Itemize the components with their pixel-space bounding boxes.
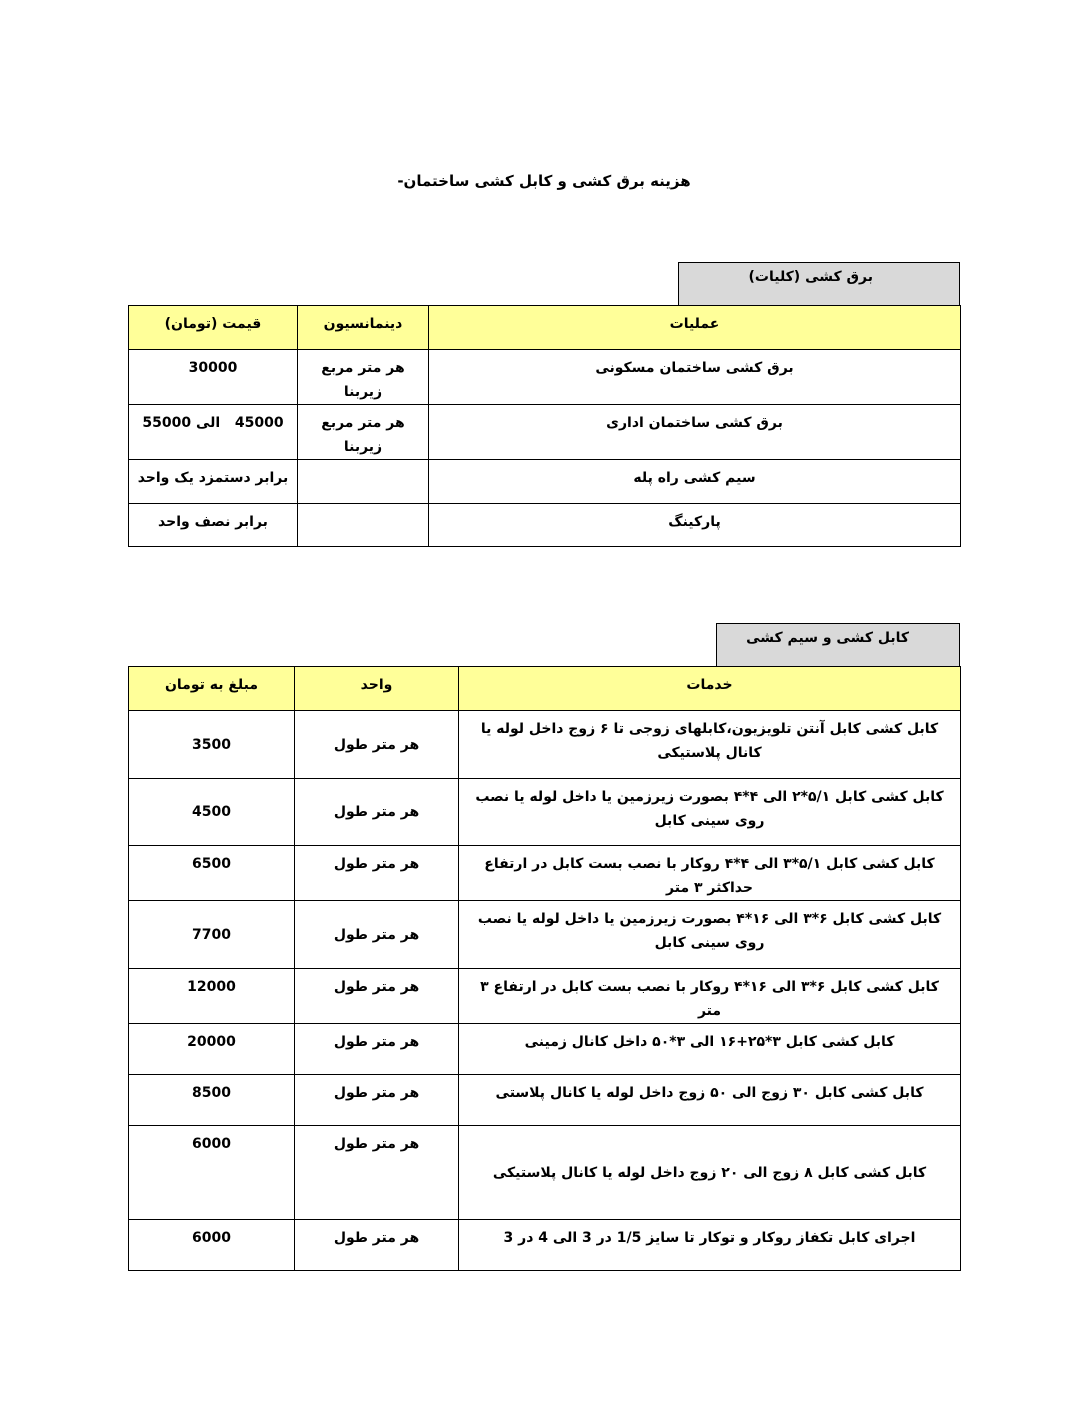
table-row [129,405,961,460]
amount-cell: 20000 [129,1024,295,1075]
service-cell: کابل کشی کابل ۸ زوج الی ۲۰ زوج داخل لوله یا کانال پلاستیکی [459,1126,961,1220]
wiring-general-table [128,305,961,547]
unit-cell: هر متر طول [295,969,459,1024]
unit-cell: هر متر طول [295,901,459,969]
service-cell: کابل کشی کابل ۵/۱*۳ الی ۴*۴ روکار با نصب بست کابل در ارتفاع حداکثر ۳ متر [459,846,961,901]
header-dimension: دینمانسیون [298,306,429,350]
table-row [129,1220,961,1271]
amount-cell: 6000 [129,1220,295,1271]
unit-cell: هر متر طول [295,711,459,779]
service-cell: کابل کشی کابل ۳*۲۵+۱۶ الی ۳*۵۰ داخل کانال زمینی [459,1024,961,1075]
unit-cell: هر متر طول [295,779,459,846]
table-row [129,969,961,1024]
table-row [129,1075,961,1126]
amount-cell: 6500 [129,846,295,901]
unit-cell: هر متر طول [295,1024,459,1075]
service-cell: اجرای کابل تکفاز روکار و توکار تا سایز 1/5 در 3 الی 4 در 3 [459,1220,961,1271]
price-cell: برابر نصف واحد [129,504,298,547]
unit-cell: هر متر طول [295,1126,459,1220]
table-row [129,846,961,901]
table-header-row [129,306,961,350]
page-title: هزینه برق کشی و کابل کشی ساختمان- [397,172,691,190]
operation-cell: برق کشی ساختمان مسکونی [429,350,961,405]
dimension-cell: هر متر مربع زیربنا [298,405,429,460]
amount-cell: 3500 [129,711,295,779]
dimension-cell: هر متر مربع زیربنا [298,350,429,405]
header-operations: عملیات [429,306,961,350]
section-label-cabling: کابل کشی و سیم کشی [716,623,960,667]
amount-cell: 6000 [129,1126,295,1220]
table-row [129,779,961,846]
header-unit: واحد [295,667,459,711]
table-row [129,504,961,547]
price-cell: 30000 [129,350,298,405]
table-row [129,1126,961,1220]
service-cell: کابل کشی کابل ۶*۳ الی ۱۶*۴ بصورت زیرزمین یا داخل لوله یا نصب روی سینی کابل [459,901,961,969]
cabling-table [128,666,961,1271]
price-cell: 45000 الی 55000 [129,405,298,460]
table-row [129,460,961,504]
header-services: خدمات [459,667,961,711]
service-cell: کابل کشی کابل ۵/۱*۲ الی ۴*۴ بصورت زیرزمین یا داخل لوله یا نصب روی سینی کابل [459,779,961,846]
service-cell: کابل کشی کابل ۳۰ زوج الی ۵۰ زوج داخل لوله یا کانال پلاستی [459,1075,961,1126]
service-cell: کابل کشی کابل ۶*۳ الی ۱۶*۴ روکار با نصب بست کابل در ارتفاع ۳ متر [459,969,961,1024]
unit-cell: هر متر طول [295,1220,459,1271]
operation-cell: برق کشی ساختمان اداری [429,405,961,460]
table-header-row [129,667,961,711]
table-row [129,711,961,779]
section-label-wiring-general: برق کشی (کلیات) [678,262,960,306]
amount-cell: 12000 [129,969,295,1024]
table-row [129,350,961,405]
operation-cell: سیم کشی راه پله [429,460,961,504]
operation-cell: پارکینگ [429,504,961,547]
price-cell: برابر دستمزد یک واحد [129,460,298,504]
amount-cell: 4500 [129,779,295,846]
amount-cell: 7700 [129,901,295,969]
dimension-cell [298,504,429,547]
table-row [129,901,961,969]
dimension-cell [298,460,429,504]
header-amount: مبلغ به تومان [129,667,295,711]
unit-cell: هر متر طول [295,1075,459,1126]
amount-cell: 8500 [129,1075,295,1126]
table-row [129,1024,961,1075]
header-price: قیمت (تومان) [129,306,298,350]
service-cell: کابل کشی کابل آنتن تلویزیون،کابلهای زوجی تا ۶ زوج داخل لوله یا کانال پلاستیکی [459,711,961,779]
unit-cell: هر متر طول [295,846,459,901]
